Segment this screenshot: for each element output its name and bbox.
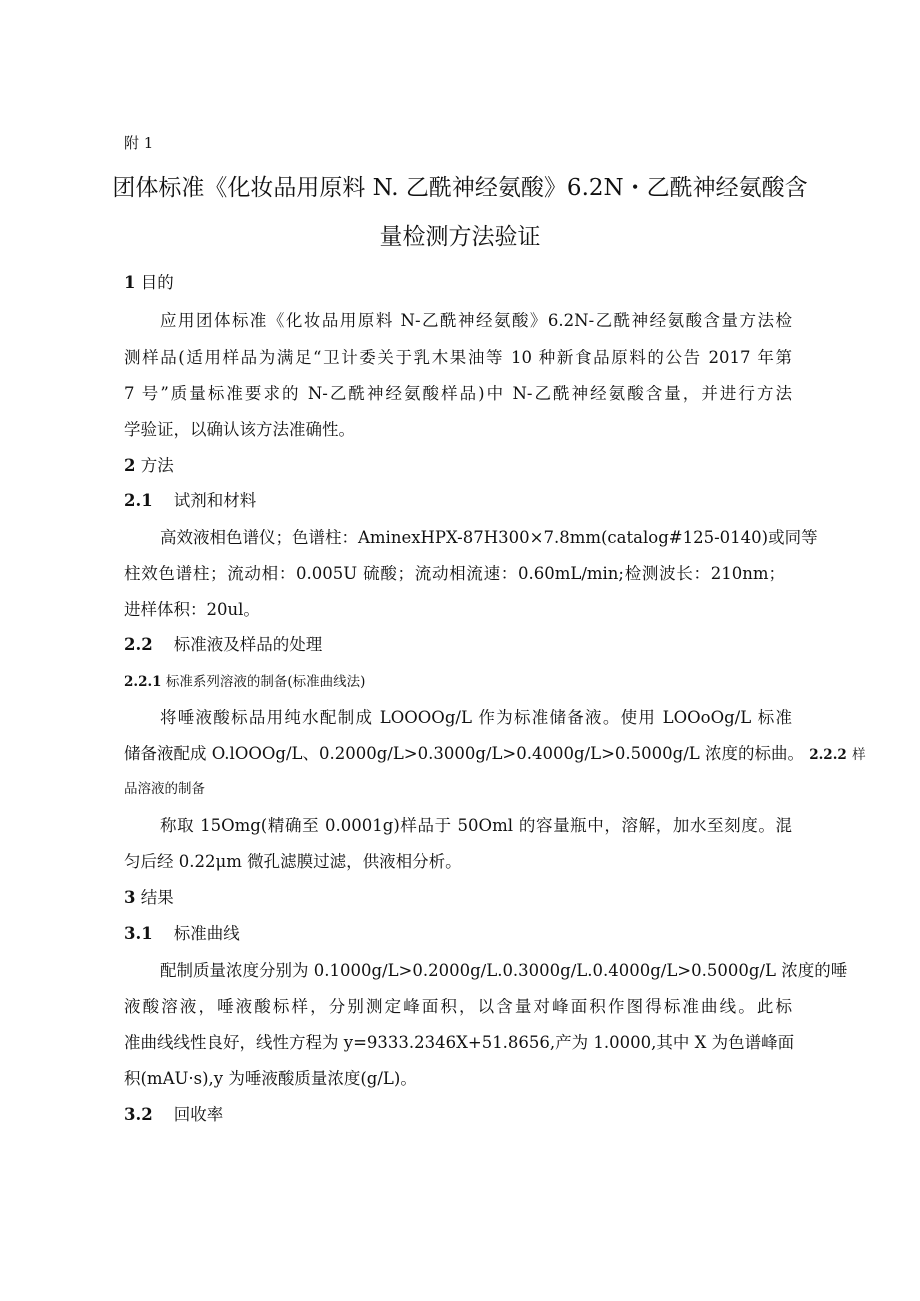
section-2-1-number: 2.1: [124, 491, 153, 510]
section-3-2-heading: [124, 1104, 223, 1126]
section-2-1-title: 试剂和材料: [173, 491, 257, 510]
section-2-2-2-number: 2.2.2: [809, 747, 847, 763]
section-2-2-1-heading: [124, 671, 365, 693]
s1-line-2: 测样品(适用样品为满足“卫计委关于乳木果油等 10 种新食品原料的公告 2017 年第: [124, 348, 792, 367]
section-3-number: 3: [124, 888, 136, 907]
s1-line-1: 应用团体标准《化妆品用原料 N-乙酰神经氨酸》6.2N-乙酰神经氨酸含量方法检: [160, 311, 792, 330]
section-2-1-heading: [124, 490, 256, 512]
section-1-number: 1: [124, 273, 136, 292]
section-2-2-2-title-b: 品溶液的制备: [124, 781, 205, 797]
s22-line-2: 储备液配成 O.lOOOg/L、0.2000g∕L>0.3000g∕L>0.4000g∕L>0.5000g∕L 浓度的标曲。: [124, 744, 804, 763]
title-line-2: 量检测方法验证: [379, 224, 541, 250]
s1-line-4: 学验证，以确认该方法准确性。: [124, 420, 355, 439]
section-1-heading: [124, 272, 174, 294]
section-3-1-number: 3.1: [124, 924, 153, 943]
section-2-2-1-number: 2.2.1: [124, 674, 162, 690]
section-2-title: 方法: [140, 456, 174, 475]
section-3-title: 结果: [140, 888, 174, 907]
title-line-1: 团体标准《化妆品用原料 N. 乙酰神经氨酸》6.2N・乙酰神经氨酸含: [112, 175, 808, 201]
section-3-2-number: 3.2: [124, 1105, 153, 1124]
section-2-2-1-title: 标准系列溶液的制备(标准曲线法): [165, 674, 366, 690]
section-2-number: 2: [124, 456, 136, 475]
s31-line-2: 液酸溶液，唾液酸标样，分别测定峰面积，以含量对峰面积作图得标准曲线。此标: [124, 997, 792, 1016]
s31-line-1: 配制质量浓度分别为 0.1000g∕L>0.2000g∕L.0.3000g∕L.0.4000g∕L>0.5000g∕L 浓度的唾: [160, 961, 848, 980]
section-3-1-title: 标准曲线: [173, 924, 240, 943]
section-2-heading: [124, 455, 174, 477]
annex-label: 附 1: [124, 134, 154, 152]
s21-line-2: 柱效色谱柱；流动相：0.005U 硫酸；流动相流速：0.60mL∕min;检测波长：210nm；: [124, 564, 785, 583]
section-3-heading: [124, 887, 174, 909]
s31-line-4: 积(mAU·s),y 为唾液酸质量浓度(g/L)。: [124, 1069, 417, 1088]
s22-line-2-with-2-2-2: [124, 743, 866, 766]
s222-line-2: 匀后经 0.22μm 微孔滤膜过滤，供液相分析。: [124, 852, 462, 871]
section-2-2-heading: [124, 634, 322, 656]
section-2-2-number: 2.2: [124, 635, 153, 654]
section-2-2-title: 标准液及样品的处理: [173, 635, 323, 654]
s21-line-3: 进样体积：20ul。: [124, 600, 260, 619]
section-3-1-heading: [124, 923, 240, 945]
s1-line-3: 7 号”质量标准要求的 N-乙酰神经氨酸样品)中 N-乙酰神经氨酸含量，并进行方法: [124, 384, 792, 403]
section-2-2-2-title-a: 样: [852, 747, 866, 763]
section-1-title: 目的: [140, 273, 174, 292]
s22-line-1: 将唾液酸标品用纯水配制成 LOOOOg/L 作为标准储备液。使用 LOOoOg/L 标准: [160, 708, 792, 727]
section-3-2-title: 回收率: [173, 1105, 224, 1124]
s31-line-3: 准曲线线性良好，线性方程为 y=9333.2346X+51.8656,产为 1.0000,其中 X 为色谱峰面: [124, 1033, 795, 1052]
s21-line-1: 高效液相色谱仪；色谱柱：AminexHPX-87H300×7.8mm(catalog#125-0140)或同等: [160, 528, 818, 547]
s222-line-1: 称取 15Omg(精确至 0.0001g)样品于 50Oml 的容量瓶中，溶解，加水至刻度。混: [160, 816, 792, 835]
